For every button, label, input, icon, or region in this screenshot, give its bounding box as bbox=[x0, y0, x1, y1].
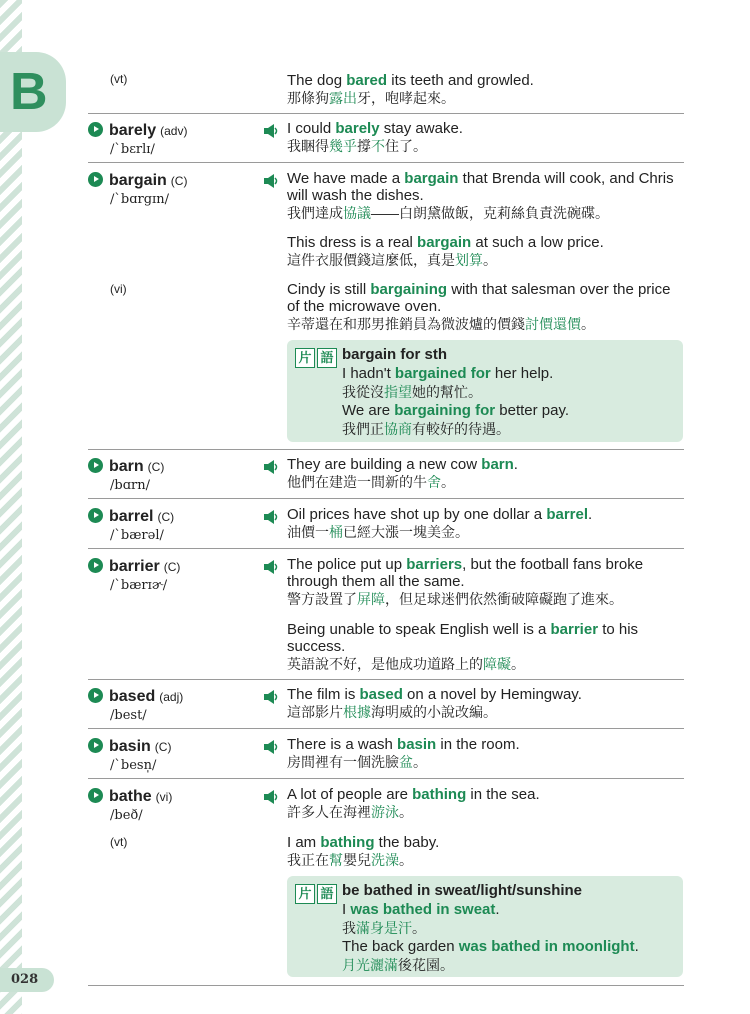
play-icon[interactable] bbox=[88, 172, 103, 187]
headword[interactable]: barn (C) bbox=[88, 456, 164, 476]
pronunciation: /ˋbɑrgɪn/ bbox=[110, 192, 169, 207]
speaker-icon[interactable] bbox=[263, 559, 279, 575]
divider bbox=[88, 778, 684, 779]
speaker-icon[interactable] bbox=[263, 739, 279, 755]
example: I could barely stay awake. 我睏得幾乎撐不住了。 bbox=[287, 120, 463, 154]
entry-bare bbox=[88, 72, 684, 112]
divider bbox=[88, 113, 684, 114]
headword[interactable]: barely (adv) bbox=[88, 120, 187, 140]
phrase-body: be bathed in sweat/light/sunshine I was bathed in sweat. 我滿身是汗。 The back garden was bathed in moonlight. 月光灑滿後花園。 bbox=[342, 882, 677, 975]
part-of-speech: (vt) bbox=[110, 72, 128, 86]
part-of-speech: (vt) bbox=[110, 835, 128, 849]
entry-barrel bbox=[88, 506, 684, 546]
divider bbox=[88, 162, 684, 163]
play-icon[interactable] bbox=[88, 788, 103, 803]
pronunciation: /bɑrn/ bbox=[110, 478, 150, 493]
entry-barrier bbox=[88, 556, 684, 676]
example: A lot of people are bathing in the sea. 許多人在海裡游泳。 bbox=[287, 786, 540, 820]
play-icon[interactable] bbox=[88, 508, 103, 523]
entry-bargain bbox=[88, 170, 684, 445]
entry-based bbox=[88, 686, 684, 726]
headword[interactable]: bargain (C) bbox=[88, 170, 187, 190]
pronunciation: /ˋbɛrlɪ/ bbox=[110, 142, 155, 157]
pronunciation: /best/ bbox=[110, 708, 147, 723]
headword[interactable]: basin (C) bbox=[88, 736, 171, 756]
example: Being unable to speak English well is a barrier to his success. 英語說不好，是他成功道路上的障礙。 bbox=[287, 621, 639, 672]
entry-barely bbox=[88, 120, 684, 160]
headword[interactable]: barrel (C) bbox=[88, 506, 174, 526]
speaker-icon[interactable] bbox=[263, 689, 279, 705]
entry-barn bbox=[88, 456, 684, 496]
phrase-head: be bathed in sweat/light/sunshine bbox=[342, 882, 583, 899]
example: The police put up barriers, but the football fans broke through them all the same. 警方設置了屏障，但足球迷們依然衝破障礙跑了進來。 bbox=[287, 556, 644, 607]
pronunciation: /beð/ bbox=[110, 808, 143, 823]
divider bbox=[88, 679, 684, 680]
speaker-icon[interactable] bbox=[263, 173, 279, 189]
play-icon[interactable] bbox=[88, 738, 103, 753]
speaker-icon[interactable] bbox=[263, 789, 279, 805]
divider bbox=[88, 498, 684, 499]
page-number: 028 bbox=[11, 972, 39, 987]
phrase-box bbox=[287, 876, 683, 977]
example: They are building a new cow barn. 他們在建造一間新的牛舍。 bbox=[287, 456, 518, 490]
divider bbox=[88, 728, 684, 729]
phrase-tag: 片 語 bbox=[295, 884, 337, 904]
example: This dress is a real bargain at such a low price. 這件衣服價錢這麼低，真是划算。 bbox=[287, 234, 604, 268]
headword[interactable]: bathe (vi) bbox=[88, 786, 172, 806]
example: Cindy is still bargaining with that salesman over the price of the microwave oven. 辛蒂還在和那男推銷員為微波爐的價錢討價還價。 bbox=[287, 281, 671, 332]
speaker-icon[interactable] bbox=[263, 459, 279, 475]
decorative-side-stripe bbox=[0, 0, 22, 1014]
divider bbox=[88, 985, 684, 986]
speaker-icon[interactable] bbox=[263, 509, 279, 525]
divider bbox=[88, 449, 684, 450]
entry-bathe bbox=[88, 786, 684, 981]
example: We have made a bargain that Brenda will cook, and Chris will wash the dishes. 我們達成協議——白朗黛做飯，克莉絲負責洗碗碟。 bbox=[287, 170, 674, 221]
phrase-tag: 片 語 bbox=[295, 348, 337, 368]
section-letter-tab bbox=[0, 52, 66, 132]
headword[interactable]: based (adj) bbox=[88, 686, 183, 706]
part-of-speech: (vi) bbox=[110, 282, 127, 296]
pronunciation: /ˋbesn̩/ bbox=[110, 758, 157, 773]
play-icon[interactable] bbox=[88, 122, 103, 137]
play-icon[interactable] bbox=[88, 558, 103, 573]
phrase-body: bargain for sth I hadn't bargained for her help. 我從沒指望她的幫忙。 We are bargaining for better pay. 我們正協商有較好的待遇。 bbox=[342, 346, 677, 439]
play-icon[interactable] bbox=[88, 458, 103, 473]
phrase-head: bargain for sth bbox=[342, 346, 448, 363]
pronunciation: /ˋbærɪɚ/ bbox=[110, 578, 168, 593]
section-letter: B bbox=[10, 63, 48, 121]
speaker-icon[interactable] bbox=[263, 123, 279, 139]
example: The film is based on a novel by Hemingway. 這部影片根據海明威的小說改編。 bbox=[287, 686, 582, 720]
entry-basin bbox=[88, 736, 684, 776]
phrase-box bbox=[287, 340, 683, 442]
play-icon[interactable] bbox=[88, 688, 103, 703]
headword[interactable]: barrier (C) bbox=[88, 556, 180, 576]
example: There is a wash basin in the room. 房間裡有一個洗臉盆。 bbox=[287, 736, 520, 770]
example: I am bathing the baby. 我正在幫嬰兒洗澡。 bbox=[287, 834, 440, 868]
page-number-tab bbox=[0, 968, 54, 992]
divider bbox=[88, 548, 684, 549]
pronunciation: /ˋbærəl/ bbox=[110, 528, 164, 543]
example: The dog bared its teeth and growled. 那條狗露出牙，咆哮起來。 bbox=[287, 72, 534, 106]
example: Oil prices have shot up by one dollar a barrel. 油價一桶已經大漲一塊美金。 bbox=[287, 506, 593, 540]
